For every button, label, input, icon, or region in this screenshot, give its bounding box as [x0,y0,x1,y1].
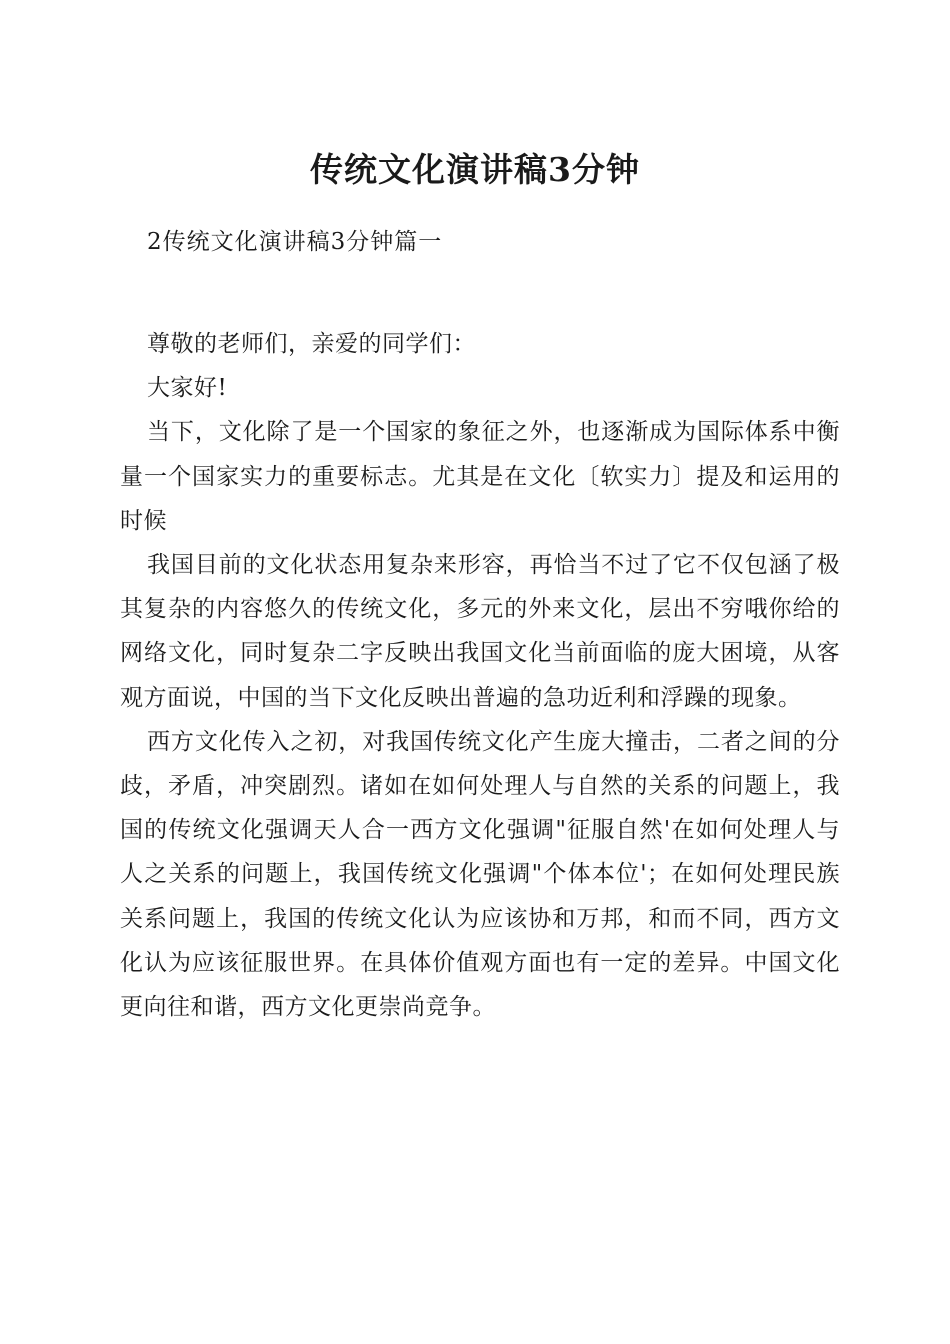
section-heading: 2传统文化演讲稿3分钟篇一 [147,229,443,255]
body-paragraph: 当下，文化除了是一个国家的象征之外，也逐渐成为国际体系中衡量一个国家实力的重要标志。尤其是在文化〔软实力〕提及和运用的时候 [120,419,840,534]
body-paragraph: 我国目前的文化状态用复杂来形容，再恰当不过了它不仅包涵了极其复杂的内容悠久的传统文化，多元的外来文化，层出不穷哦你给的网络文化，同时复杂二字反映出我国文化当前面临的庞大困境，从客观方面说，中国的当下文化反映出普遍的急功近利和浮躁的现象。 [120,552,840,711]
greeting-paragraph: 大家好! [147,375,228,402]
body-paragraph: 西方文化传入之初，对我国传统文化产生庞大撞击，二者之间的分歧，矛盾，冲突剧烈。诸如在如何处理人与自然的关系的问题上，我国的传统文化强调天人合一西方文化强调"征服自然'在如何处理人与人之关系的问题上，我国传统文化强调"个体本位'；在如何处理民族关系问题上，我国的传统文化认为应该协和万邦，和而不同，西方文化认为应该征服世界。在具体价值观方面也有一定的差异。中国文化更向往和谐，西方文化更崇尚竞争。 [120,728,840,1021]
document-title: 传统文化演讲稿3分钟 [310,150,640,189]
salutation-paragraph: 尊敬的老师们，亲爱的同学们： [147,331,476,357]
document-body [120,322,840,1029]
